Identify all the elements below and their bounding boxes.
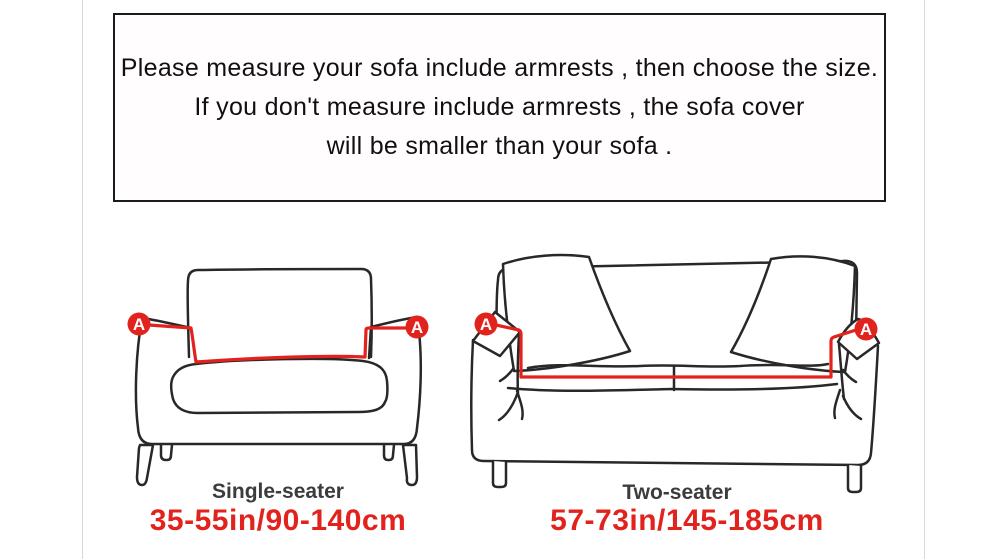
marker-letter: A	[410, 318, 424, 337]
single-back-left-leg	[161, 445, 172, 460]
marker-letter: A	[859, 320, 873, 339]
single-backrest	[188, 269, 372, 357]
single-seater-drawing	[128, 269, 429, 485]
notice-line-1: Please measure your sofa include armrests , then choose the size.	[120, 54, 879, 82]
two-seater-drawing	[471, 255, 879, 492]
two-seat-back-line	[528, 364, 828, 368]
single-seat-cushion	[171, 359, 387, 413]
two-left-leg	[493, 461, 506, 487]
two-seat-front-edge	[508, 384, 837, 391]
single-front-right-leg	[403, 445, 417, 485]
measure-marker-a	[406, 316, 429, 339]
measure-marker-a	[475, 313, 498, 336]
notice-line-3: will be smaller than your sofa .	[326, 132, 673, 160]
single-back-right-leg	[384, 445, 394, 460]
single-front-left-leg	[137, 445, 153, 485]
single-seater-label: Single-seater	[212, 480, 344, 503]
two-seater-size-range: 57-73in/145-185cm	[550, 504, 824, 537]
two-seater-label: Two-seater	[622, 481, 732, 504]
two-right-pillow-fold	[843, 370, 856, 382]
two-left-pillow-fold	[500, 369, 513, 381]
single-seater-size-range: 35-55in/90-140cm	[149, 504, 407, 537]
marker-letter: A	[479, 315, 493, 334]
measure-marker-a	[128, 313, 151, 336]
marker-letter: A	[132, 315, 146, 334]
measure-marker-a	[855, 318, 878, 341]
two-right-leg	[848, 465, 861, 492]
notice-line-2: If you don't measure include armrests , the sofa cover	[194, 93, 805, 121]
